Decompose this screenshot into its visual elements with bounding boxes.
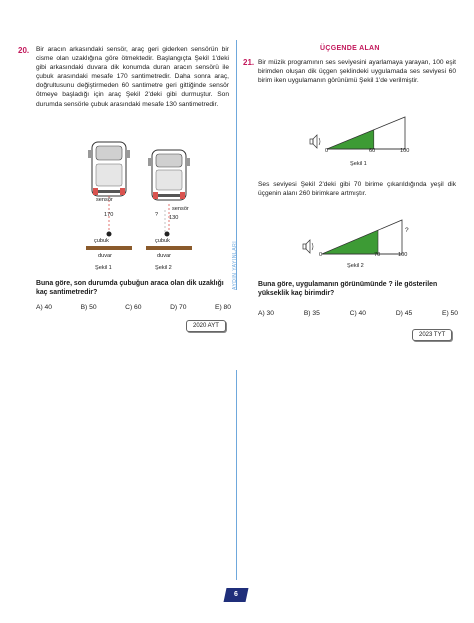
option-e[interactable]: E) 50 xyxy=(442,310,458,317)
page-number-badge xyxy=(224,588,249,602)
question-20-options xyxy=(36,304,231,311)
distance-170: 170 xyxy=(104,212,114,218)
option-b[interactable]: B) 50 xyxy=(80,304,97,311)
question-20-prompt: Buna göre, son durumda çubuğun araca olan dik uzaklığı kaç santimetredir? xyxy=(36,280,224,297)
rod-label-2: çubuk xyxy=(155,238,170,244)
column-divider-bottom xyxy=(236,370,237,580)
question-20-number: 20. xyxy=(18,46,30,55)
publisher-side-text: AYDIN YAYINLARI xyxy=(232,240,238,290)
fig2-tick-100: 100 xyxy=(398,252,408,258)
sensor-label-2: sensör xyxy=(172,206,189,212)
question-20-text: Bir aracın arkasındaki sensör, araç geri giderken sensörün bir cisme olan uzaklığına göre ötmektedir. Başlangıçta Şekil 1'deki gibi arkasındaki duvara dik konumda duran aracın sensörü ile çubuk arasındaki mesafe 170 santimetredir. Daha sonra araç, doğrultusunu değiştirmeden 60 santimetre geri gittiğinde sensör ötmeye başladığı için araç Şekil 2'deki gibi durmuştur. Son durumda sensörle çubuk arasındaki mesafe 130 santimetredir. xyxy=(36,46,229,108)
fig2-caption: Şekil 2 xyxy=(347,263,364,269)
fig1-caption: Şekil 1 xyxy=(350,161,367,167)
figure-caption-2: Şekil 2 xyxy=(155,265,172,271)
option-a[interactable]: A) 40 xyxy=(36,304,52,311)
option-b[interactable]: B) 35 xyxy=(303,310,320,317)
question-21-prompt: Buna göre, uygulamanın görünümünde ? ile gösterilen yükseklik kaç birimdir? xyxy=(258,281,438,298)
option-d[interactable]: D) 70 xyxy=(170,304,187,311)
option-c[interactable]: C) 60 xyxy=(125,304,142,311)
question-21-options xyxy=(258,310,458,317)
car-2 xyxy=(146,150,192,248)
question-21-text-1: Bir müzik programının ses seviyesini ayarlamaya yarayan, 100 eşit birimden oluşan dik üçgen şeklindeki uygulamada ses seviyesi 60 birim iken uygulamanın görünümü Şekil 1'de verilmiştir. xyxy=(258,59,456,85)
rod-label-1: çubuk xyxy=(94,238,109,244)
car-1 xyxy=(86,142,132,248)
fig2-tick-0: 0 xyxy=(319,252,323,258)
option-a[interactable]: A) 30 xyxy=(258,310,274,317)
speaker-icon xyxy=(303,240,313,253)
question-mark-distance: ? xyxy=(155,212,159,218)
wall-label-2: duvar xyxy=(157,253,171,259)
question-21-text-2: Ses seviyesi Şekil 2'deki gibi 70 birime çıkarıldığında yeşil dik üçgenin alanı 260 birimkare artmıştır. xyxy=(258,181,456,198)
fig1-tick-60: 60 xyxy=(369,148,376,154)
option-c[interactable]: C) 40 xyxy=(349,310,366,317)
fig1-tick-100: 100 xyxy=(400,148,410,154)
question-21-number: 21. xyxy=(243,58,255,67)
section-title: ÜÇGENDE ALAN xyxy=(320,45,380,52)
speaker-icon xyxy=(310,135,320,148)
option-e[interactable]: E) 80 xyxy=(215,304,231,311)
fig1-tick-0: 0 xyxy=(325,148,329,154)
distance-130: 130 xyxy=(169,215,179,221)
fig2-question-mark: ? xyxy=(405,227,409,234)
source-tag-2023: 2023 TYT xyxy=(412,329,452,341)
sensor-label-1: sensör xyxy=(96,197,113,203)
fig2-tick-70: 70 xyxy=(374,252,381,258)
wall-label-1: duvar xyxy=(98,253,112,259)
source-tag-2020: 2020 AYT xyxy=(186,320,226,332)
figure-caption-1: Şekil 1 xyxy=(95,265,112,271)
page-number: 6 xyxy=(234,591,238,598)
option-d[interactable]: D) 45 xyxy=(395,310,413,317)
